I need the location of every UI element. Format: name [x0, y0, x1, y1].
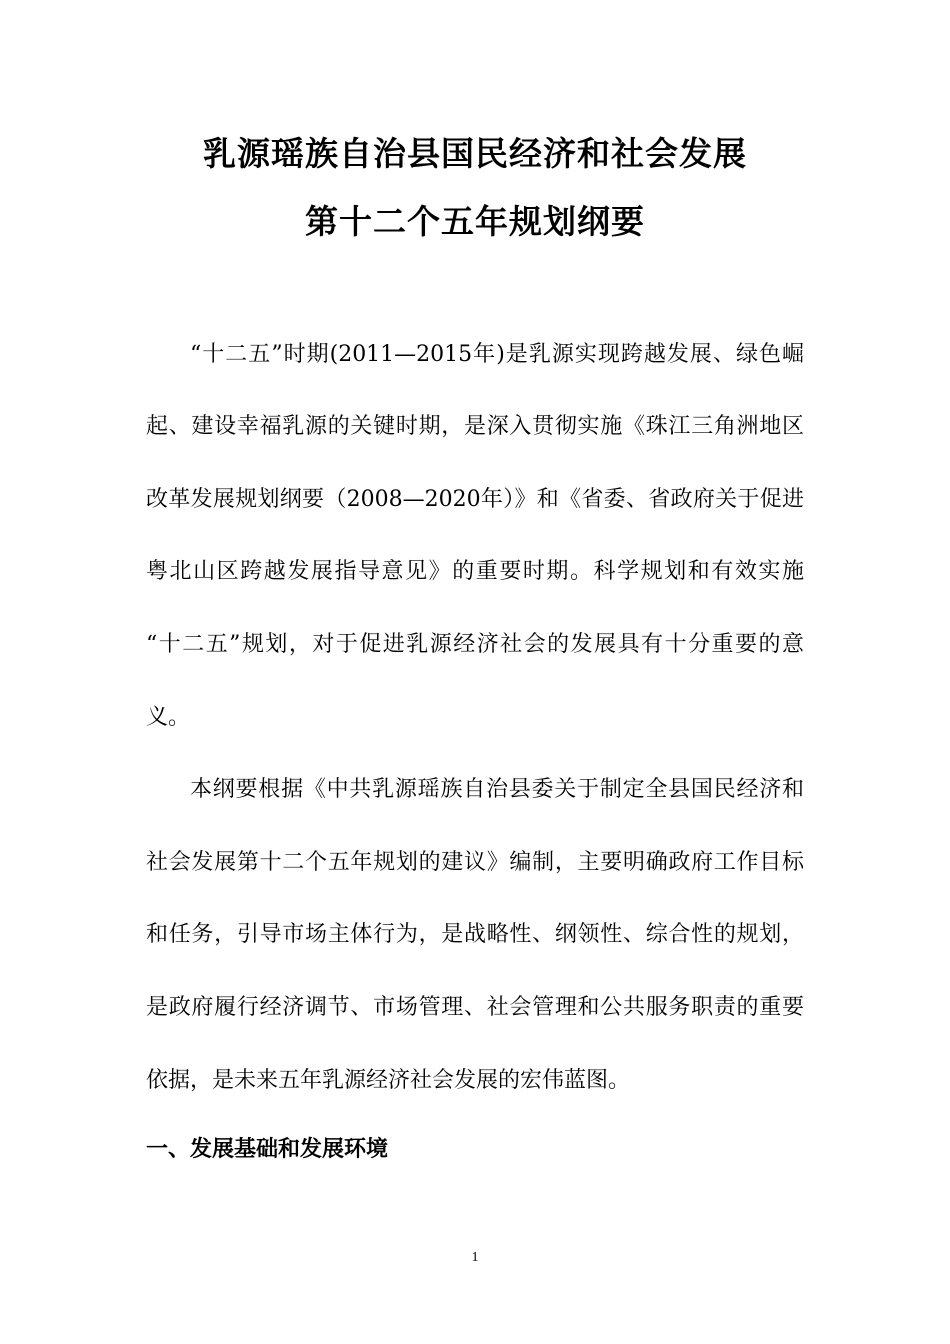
- paragraph-2-line-4: 是政府履行经济调节、市场管理、社会管理和公共服务职责的重要: [146, 995, 804, 1020]
- paragraph-1-line-6: 义。: [146, 705, 191, 730]
- paragraph-2-line-2: 社会发展第十二个五年规划的建议》编制，主要明确政府工作目标: [146, 850, 804, 875]
- paragraph-1-line-4: 粤北山区跨越发展指导意见》的重要时期。科学规划和有效实施: [146, 559, 804, 584]
- document-title-line-1: 乳源瑶族自治县国民经济和社会发展: [203, 134, 747, 173]
- section-heading: 一、发展基础和发展环境: [146, 1137, 389, 1162]
- paragraph-2-line-3: 和任务，引导市场主体行为，是战略性、纲领性、综合性的规划，: [146, 922, 804, 947]
- paragraph-1-line-2: 起、建设幸福乳源的关键时期，是深入贯彻实施《珠江三角洲地区: [146, 414, 804, 439]
- paragraph-1-line-1: “十二五”时期(2011—2015年)是乳源实现跨越发展、绿色崛: [190, 342, 804, 367]
- document-title-line-2: 第十二个五年规划纲要: [305, 202, 645, 241]
- paragraph-2-line-5: 依据，是未来五年乳源经济社会发展的宏伟蓝图。: [146, 1068, 631, 1093]
- page-number: 1: [471, 1250, 479, 1265]
- paragraph-2-line-1: 本纲要根据《中共乳源瑶族自治县委关于制定全县国民经济和: [190, 777, 804, 802]
- paragraph-1-line-5: “十二五”规划，对于促进乳源经济社会的发展具有十分重要的意: [146, 632, 804, 657]
- paragraph-1-line-3: 改革发展规划纲要（2008—2020年）》和《省委、省政府关于促进: [146, 487, 804, 512]
